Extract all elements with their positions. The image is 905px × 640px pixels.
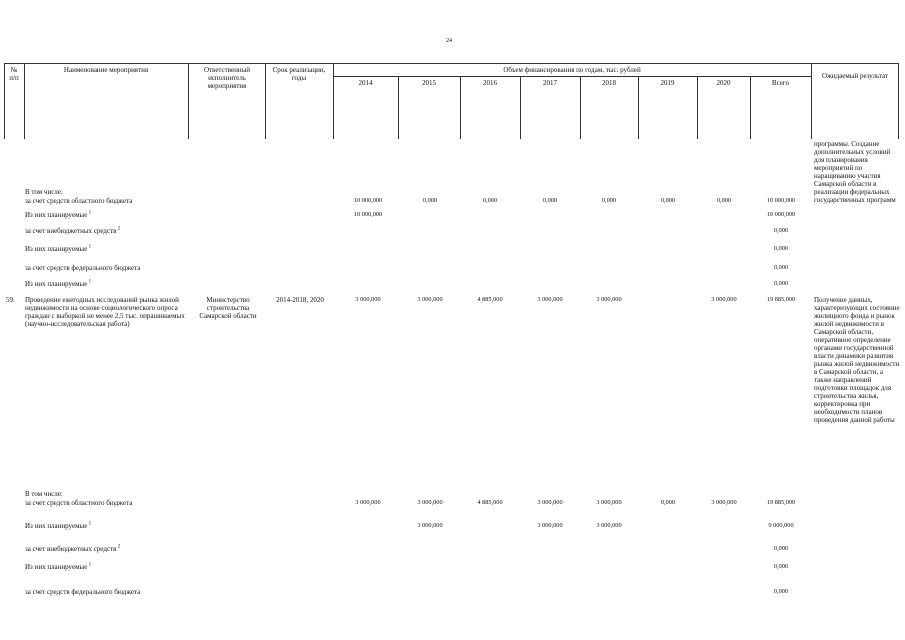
value-cell: 0,000 xyxy=(660,197,676,204)
footnote-mark: 1 xyxy=(87,210,92,216)
row-label: за счет средств федерального бюджета xyxy=(25,264,141,272)
value-cell: 10 000,000 xyxy=(353,197,383,204)
value-cell: 3 000,000 xyxy=(417,499,443,506)
total-cell: 10 000,000 xyxy=(766,211,796,218)
footnote-mark: 2 xyxy=(116,544,121,550)
value-cell: 3 000,000 xyxy=(596,522,622,529)
row-label: за счет средств областного бюджета xyxy=(25,197,133,205)
row-label: В том числе: xyxy=(25,490,63,498)
value-cell: 3 000,000 xyxy=(537,499,563,506)
value-cell: 3 000,000 xyxy=(537,296,563,303)
header-year-2020: 2020 xyxy=(716,79,731,87)
page-number: 24 xyxy=(446,38,452,44)
row-label: Из них планируемые $^1$ xyxy=(25,521,92,530)
header-year-2017: 2017 xyxy=(543,79,557,87)
value-cell: 3 000,000 xyxy=(711,296,737,303)
header-name: Наименование мероприятия xyxy=(63,66,149,74)
value-cell: 3 000,000 xyxy=(711,499,737,506)
value-cell: 3 000,000 xyxy=(537,522,563,529)
header-number: № п/п xyxy=(9,66,19,82)
total-cell: 0,000 xyxy=(773,227,789,234)
total-cell: 0,000 xyxy=(773,280,789,287)
header-year-2015: 2015 xyxy=(422,79,436,87)
value-cell: 4 885,000 xyxy=(477,499,503,506)
value-cell: 3 000,000 xyxy=(355,499,381,506)
row-label: за счет средств областного бюджета xyxy=(25,499,133,507)
total-cell: 0,000 xyxy=(773,588,789,595)
value-cell: 0,000 xyxy=(422,197,438,204)
footnote-mark: 1 xyxy=(87,562,92,568)
row-label: Из них планируемые $^1$ xyxy=(25,562,92,571)
header-expected-result: Ожидаемый результат xyxy=(821,72,889,80)
row-label: Из них планируемые $^1$ xyxy=(25,244,92,253)
header-year-2018: 2018 xyxy=(602,79,616,87)
total-cell: 19 885,000 xyxy=(766,296,796,303)
item59-name: Проведение ежегодных исследований рынка жилой недвижимости на основе социологического опроса граждан с выборкой не менее 2,5 тыс. опрашиваемых (научно-исследовательская работа) xyxy=(25,296,185,328)
value-cell: 0,000 xyxy=(601,197,617,204)
total-cell: 19 885,000 xyxy=(766,499,796,506)
header-total: Всего xyxy=(771,79,790,87)
total-cell: 10 000,000 xyxy=(766,197,796,204)
header-year-2016: 2016 xyxy=(483,79,497,87)
header-period: Срок реализации, годы xyxy=(272,66,326,82)
value-cell: 0,000 xyxy=(660,499,676,506)
total-cell: 0,000 xyxy=(773,264,789,271)
value-cell: 3 000,000 xyxy=(417,296,443,303)
total-cell: 0,000 xyxy=(773,545,789,552)
header-executor: Ответственный исполнитель мероприятия xyxy=(203,66,251,90)
total-cell: 0,000 xyxy=(773,245,789,252)
value-cell: 4 885,000 xyxy=(477,296,503,303)
value-cell: 0,000 xyxy=(482,197,498,204)
value-cell: 0,000 xyxy=(542,197,558,204)
item59-executor: Министерство строительства Самарской области xyxy=(199,296,257,320)
row-label: Из них планируемые $^1$ xyxy=(25,279,92,288)
value-cell: 10 000,000 xyxy=(353,211,383,218)
row-label: Из них планируемые $^1$ xyxy=(25,210,92,219)
row-label: за счет внебюджетных средств $^2$ xyxy=(25,544,121,553)
row-label: В том числе: xyxy=(25,188,63,196)
total-cell: 0,000 xyxy=(773,563,789,570)
row-label: за счет средств федерального бюджета xyxy=(25,588,141,596)
row-label: за счет внебюджетных средств $^2$ xyxy=(25,226,121,235)
item59-period: 2014-2018, 2020 xyxy=(276,296,324,304)
header-funding: Объем финансирования по годам, тыс. рублей xyxy=(503,66,641,74)
header-year-2019: 2019 xyxy=(660,79,675,87)
footnote-mark: 1 xyxy=(87,244,92,250)
item59-number: 59. xyxy=(6,296,15,304)
total-cell: 9 000,000 xyxy=(768,522,794,529)
value-cell: 3 000,000 xyxy=(596,499,622,506)
value-cell: 0,000 xyxy=(716,197,732,204)
header-year-2014: 2014 xyxy=(358,79,373,87)
item59-expected-result: Получение данных, характеризующих состояние жилищного фонда и рынок жилой недвижимости в Самарской области, оперативное определение органами государственной власти динамики развития рынка жилой недвижимости в Самарской области, а также направлений подготовки площадок для строительства жилья, корректировка при необходимости планов проведения данной работы xyxy=(814,296,900,424)
value-cell: 3 000,000 xyxy=(596,296,622,303)
footnote-mark: 1 xyxy=(87,279,92,285)
footnote-mark: 2 xyxy=(116,226,121,232)
value-cell: 3 000,000 xyxy=(417,522,443,529)
block1-expected-result: программы. Создание дополнительных условий для планирования мероприятий по наращиванию участия Самарской области в реализации федеральных государственных программ xyxy=(814,140,896,204)
value-cell: 3 000,000 xyxy=(355,296,381,303)
footnote-mark: 1 xyxy=(87,521,92,527)
